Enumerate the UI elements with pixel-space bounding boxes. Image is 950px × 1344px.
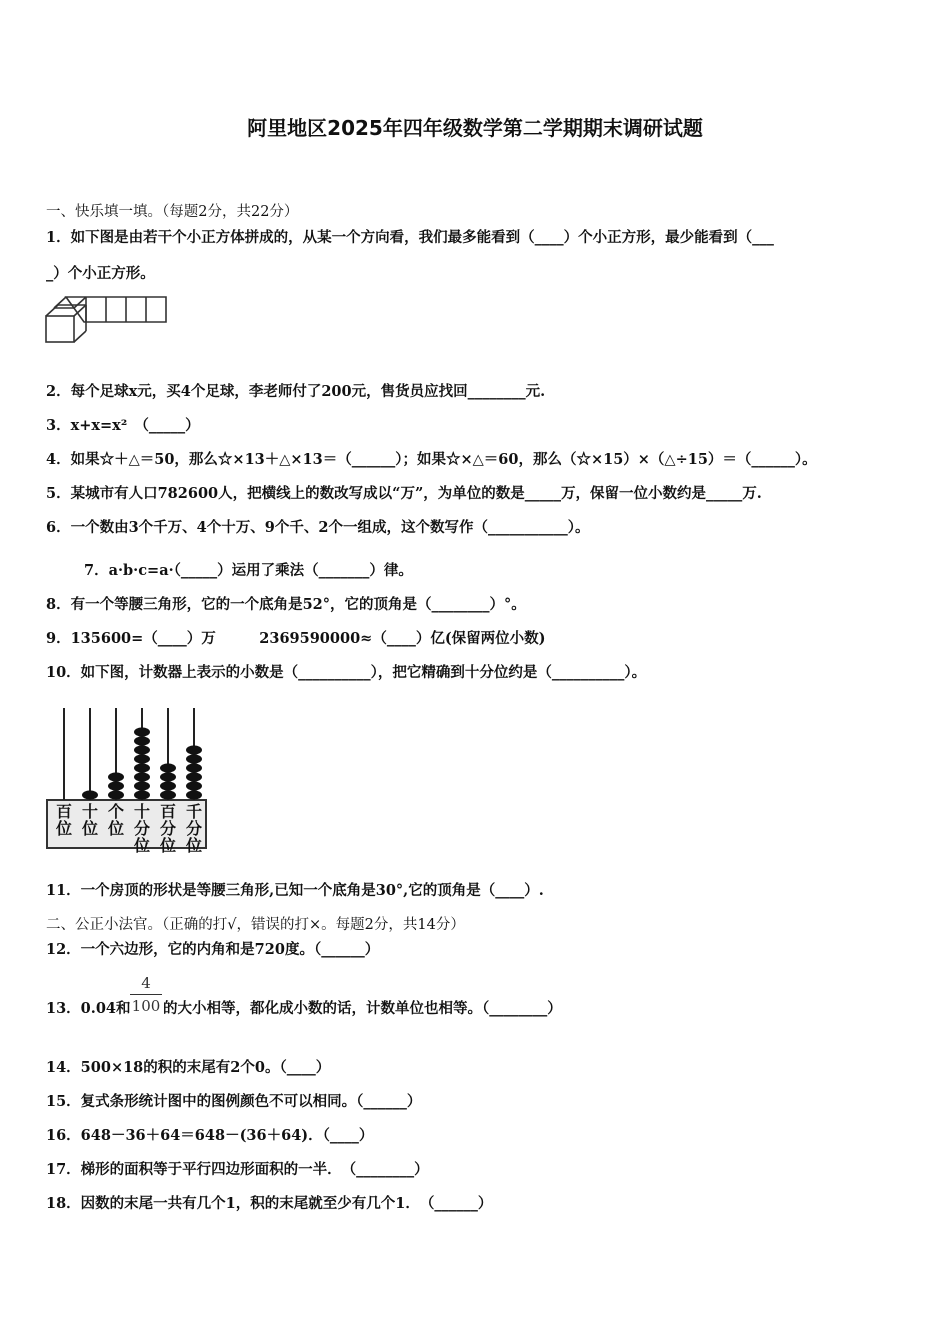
abacus-label: 百	[159, 802, 177, 821]
question-9: 9．135600=（____）万 2369590000≈（____）亿(保留两位小数)	[46, 630, 546, 647]
question-10: 10．如下图，计数器上表示的小数是（__________），把它精确到十分位约是（__________）。	[46, 664, 647, 681]
page-title: 阿里地区2025年四年级数学第二学期期末调研试题	[247, 116, 703, 140]
question-18: 18．因数的末尾一共有几个1，积的末尾就至少有几个1． （______）	[46, 1195, 493, 1212]
abacus-label: 分	[185, 819, 203, 838]
fraction-denominator: 100	[131, 997, 161, 1015]
abacus-bead	[134, 772, 150, 781]
abacus-bead	[186, 745, 202, 754]
abacus-label: 位	[107, 819, 125, 838]
abacus-bead	[134, 736, 150, 745]
question-11: 11．一个房顶的形状是等腰三角形,已知一个底角是30°,它的顶角是（____）.	[46, 882, 544, 899]
question-6: 6．一个数由3个千万、4个十万、9个千、2个一组成，这个数写作（___________）。	[46, 519, 590, 536]
abacus-bead	[186, 772, 202, 781]
abacus-label: 位	[185, 836, 203, 855]
question-8: 8．有一个等腰三角形，它的一个底角是52°，它的顶角是（________）°。	[46, 596, 526, 613]
abacus-label: 位	[81, 819, 99, 838]
abacus-bead	[134, 745, 150, 754]
abacus-label: 百	[55, 802, 73, 821]
abacus-bead	[134, 727, 150, 736]
abacus-label: 十	[81, 802, 99, 821]
abacus-bead	[134, 781, 150, 790]
abacus-bead	[160, 772, 176, 781]
abacus-figure	[44, 704, 210, 860]
section-2-heading: 二、公正小法官。（正确的打√，错误的打×。每题2分，共14分）	[46, 917, 465, 933]
abacus-label: 千	[185, 802, 203, 821]
abacus-bead	[186, 790, 202, 799]
abacus-label: 位	[133, 836, 151, 855]
cube-figure	[44, 292, 174, 346]
question-1-line-2: _）个小正方形。	[46, 265, 155, 282]
abacus-bead	[134, 763, 150, 772]
question-17: 17．梯形的面积等于平行四边形面积的一半． （________）	[46, 1161, 429, 1178]
section-1-heading: 一、快乐填一填。（每题2分，共22分）	[46, 204, 299, 220]
abacus-bead	[82, 790, 98, 799]
question-13-start: 13．0.04和	[46, 1000, 131, 1017]
abacus-bead	[134, 790, 150, 799]
abacus-bead	[160, 790, 176, 799]
fraction-numerator: 4	[130, 972, 162, 995]
question-3: 3．x+x=x² （_____）	[46, 417, 200, 434]
abacus-bead	[186, 781, 202, 790]
abacus-bead	[134, 754, 150, 763]
abacus-bead	[108, 781, 124, 790]
question-15: 15．复式条形统计图中的图例颜色不可以相同。（______）	[46, 1093, 422, 1110]
abacus-label: 分	[159, 819, 177, 838]
abacus-bead	[108, 790, 124, 799]
question-16: 16．648－36＋64＝648－(36＋64)．（____）	[46, 1127, 374, 1144]
question-5: 5．某城市有人口782600人，把横线上的数改写成以“万”，为单位的数是_____万，保留一位小数约是_____万.	[46, 485, 762, 502]
question-13-end: 的大小相等，都化成小数的话，计数单位也相等。（________）	[163, 1000, 562, 1017]
abacus-label: 位	[159, 836, 177, 855]
question-14: 14．500×18的积的末尾有2个0。（____）	[46, 1059, 331, 1076]
abacus-label: 位	[55, 819, 73, 838]
abacus-label: 个	[107, 802, 125, 821]
abacus-label: 十	[133, 802, 151, 821]
abacus-bead	[160, 781, 176, 790]
question-7: 7．a·b·c=a·（_____）运用了乘法（_______）律。	[84, 562, 413, 579]
question-4: 4．如果☆＋△＝50，那么☆×13＋△×13＝（______）；如果☆×△＝60，那么（☆×15）×（△÷15）＝（______）。	[46, 451, 817, 468]
question-2: 2．每个足球x元，买4个足球，李老师付了200元，售货员应找回________元.	[46, 383, 546, 400]
fraction-4-over-100	[130, 972, 162, 1017]
question-1-line-1: 1．如下图是由若干个小正方体拼成的，从某一个方向看，我们最多能看到（____）个小正方形，最少能看到（___	[46, 229, 774, 246]
abacus-bead	[186, 763, 202, 772]
abacus-label: 分	[133, 819, 151, 838]
question-12: 12．一个六边形，它的内角和是720度。（______）	[46, 941, 380, 958]
abacus-bead	[186, 754, 202, 763]
abacus-bead	[160, 763, 176, 772]
abacus-bead	[108, 772, 124, 781]
